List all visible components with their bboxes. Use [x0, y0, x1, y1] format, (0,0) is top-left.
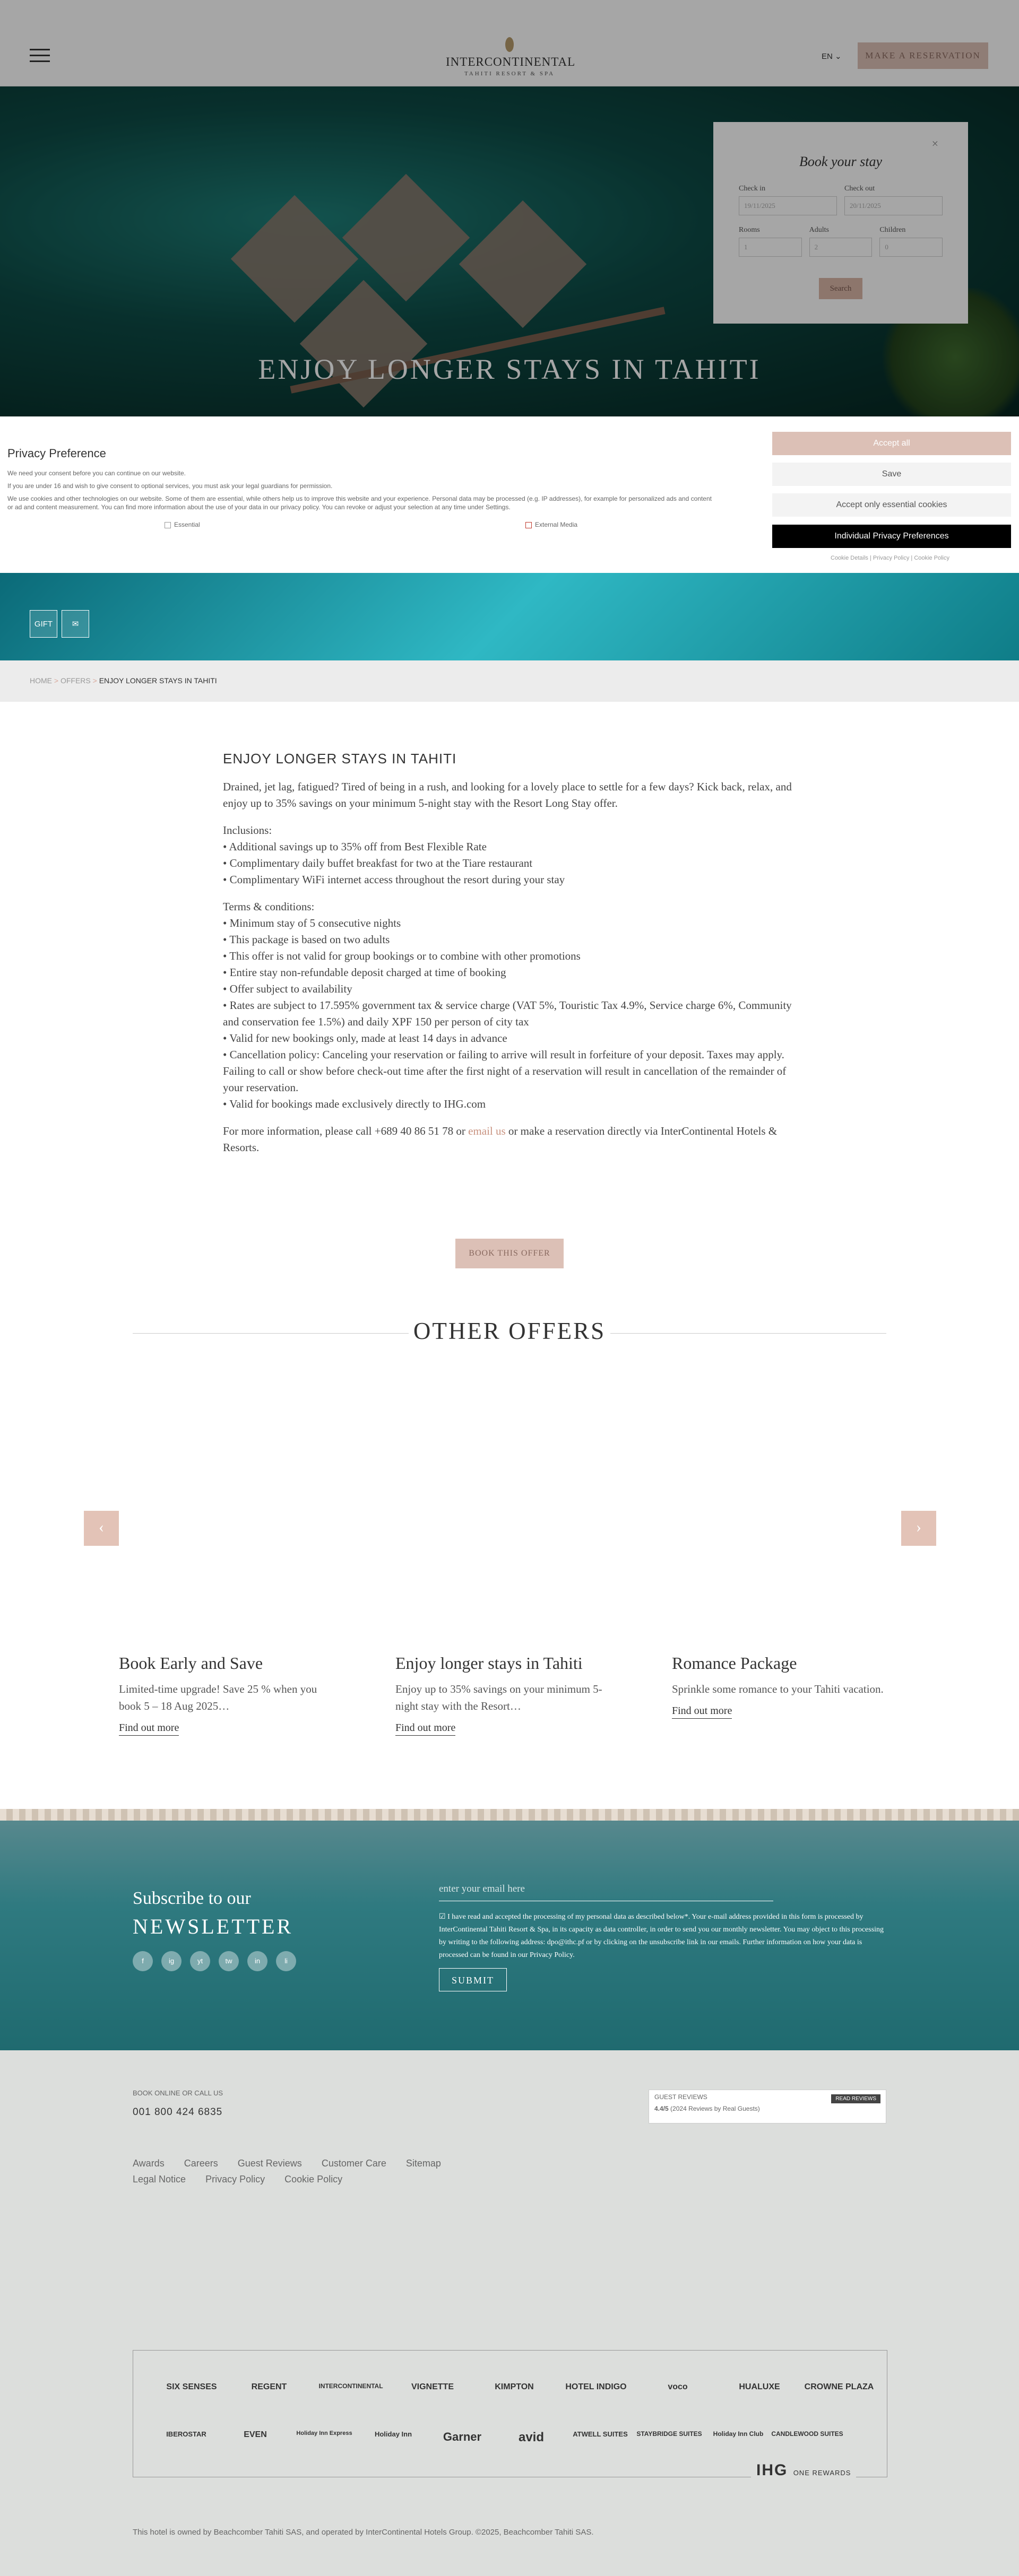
logo-mark-icon	[505, 37, 514, 52]
terms-item: • Minimum stay of 5 consecutive nights	[223, 917, 401, 929]
breadcrumb-current: ENJOY LONGER STAYS IN TAHITI	[99, 676, 217, 685]
brand-logo[interactable]: EVEN	[244, 2430, 267, 2439]
essential-checkbox[interactable]	[165, 521, 200, 528]
newsletter-submit-button[interactable]: SUBMIT	[439, 1968, 507, 1991]
inclusion-item: • Complimentary WiFi internet access throughout the resort during your stay	[223, 873, 565, 886]
brand-logo[interactable]: CROWNE PLAZA	[804, 2382, 874, 2391]
newsletter-email-input[interactable]: enter your email here	[439, 1878, 773, 1901]
rooms-value: 1	[744, 243, 748, 251]
offer-card	[672, 1653, 900, 1719]
site-footer	[0, 2050, 1019, 2576]
terms-item: • Entire stay non-refundable deposit charged at time of booking	[223, 966, 506, 979]
instagram-icon[interactable]: ig	[161, 1951, 182, 1971]
individual-preferences-button[interactable]: Individual Privacy Preferences	[772, 525, 1011, 548]
review-count: (2024 Reviews by Real Guests)	[670, 2105, 760, 2112]
language-label: EN	[822, 52, 833, 61]
footer-link-privacy[interactable]: Privacy Policy	[205, 2174, 265, 2185]
close-icon[interactable]: ×	[931, 137, 938, 150]
gift-button[interactable]	[30, 610, 57, 638]
overwater-bungalow	[459, 201, 586, 328]
footer-link-cookie[interactable]: Cookie Policy	[284, 2174, 343, 2185]
checkout-field[interactable]: 20/11/2025	[844, 196, 943, 215]
offer-card-description: Limited-time upgrade! Save 25 % when you book 5 – 18 Aug 2025…	[119, 1683, 317, 1712]
brand-logo[interactable]: REGENT	[251, 2382, 287, 2391]
review-score: 4.4/5	[654, 2105, 669, 2112]
adults-value: 2	[814, 243, 818, 251]
privacy-text-1: We need your consent before you can continue on our website.	[7, 469, 186, 477]
search-button[interactable]: Search	[819, 278, 862, 299]
email-us-link[interactable]: email us	[468, 1125, 506, 1137]
other-offers-title: OTHER OFFERS	[413, 1318, 606, 1344]
more-info-pre: For more information, please call +689 40 86 51 78 or	[223, 1125, 469, 1137]
newsletter-consent-text: I have read and accepted the processing of my personal data as described below*. Your e-mail address provided in this form is processed by InterContinental Tahiti Resort & Spa, in its capacity as data controller, in order to send you our monthly newsletter. You may object to this processing by writing to the following address: dpo@ithc.pf or by clicking on the unsubscribe link in our emails. Further information on how your data is processed can be found in our Privacy Policy.	[439, 1913, 884, 1959]
newsletter-subtitle: Subscribe to our	[133, 1889, 251, 1908]
checkout-label: Check out	[844, 185, 875, 193]
privacy-title: Privacy Preference	[7, 447, 106, 460]
book-online-label: BOOK ONLINE OR CALL US	[133, 2089, 223, 2097]
brand-logo[interactable]: SIX SENSES	[166, 2382, 217, 2391]
breadcrumb-offers[interactable]: OFFERS	[60, 676, 91, 685]
brand-logo[interactable]: VIGNETTE	[411, 2382, 454, 2391]
mail-icon[interactable]: ✉	[62, 610, 89, 638]
guest-reviews-widget[interactable]	[649, 2090, 886, 2124]
brand-logo[interactable]: Holiday Inn	[374, 2430, 412, 2438]
offer-content	[223, 751, 796, 1167]
ihg-brands	[133, 2350, 887, 2477]
breadcrumb	[0, 660, 1019, 702]
brand-logo[interactable]: ATWELL SUITES	[573, 2430, 628, 2438]
carousel-prev-button[interactable]: ‹	[84, 1511, 119, 1546]
offer-card	[395, 1653, 608, 1736]
ihg-logo-text: IHG	[756, 2461, 788, 2479]
offer-card-title[interactable]: Enjoy longer stays in Tahiti	[395, 1653, 583, 1673]
brand-logo[interactable]: Garner	[443, 2430, 482, 2443]
privacy-text-3: We use cookies and other technologies on our website. Some of them are essential, while others help us to improve this website and your experience. Personal data may be processed (e.g. IP addresses), for example for personalized ads and content or ad and content measurement. You can find more information about the use of your data in our privacy policy. You can revoke or adjust your selection at any time under Settings.	[7, 495, 712, 511]
newsletter-consent[interactable]	[439, 1911, 885, 1962]
checkbox-icon	[165, 522, 171, 528]
site-header	[0, 0, 1019, 86]
terms-item: • Cancellation policy: Canceling your reservation or failing to arrive will result in forfeiture of your deposit. Taxes may apply. Failing to call or show before check-out time after the first night of a reservation will result in cancellation of the remainder of your reservation.	[223, 1048, 787, 1094]
brand-logo[interactable]: CANDLEWOOD SUITES	[771, 2430, 843, 2438]
external-media-checkbox[interactable]	[525, 521, 577, 528]
read-reviews-button[interactable]: READ REVIEWS	[831, 2094, 880, 2103]
more-info-post: or make a reservation directly via InterContinental Hotels & Resorts.	[223, 1125, 778, 1154]
footer-links-row	[133, 2158, 458, 2169]
children-select[interactable]	[879, 238, 943, 257]
footer-link-legal[interactable]: Legal Notice	[133, 2174, 186, 2185]
brand-logo[interactable]: HUALUXE	[739, 2382, 780, 2391]
find-out-more-link[interactable]: Find out more	[119, 1722, 179, 1736]
page-title: ENJOY LONGER STAYS IN TAHITI	[223, 751, 457, 767]
adults-label: Adults	[809, 226, 830, 234]
offer-card-title[interactable]: Book Early and Save	[119, 1653, 263, 1673]
essential-label: Essential	[174, 521, 200, 528]
brand-logo[interactable]: Holiday Inn Club	[713, 2430, 764, 2438]
logo[interactable]	[446, 37, 576, 77]
footer-link-guest-reviews[interactable]: Guest Reviews	[237, 2158, 302, 2169]
facebook-icon[interactable]: f	[133, 1951, 153, 1971]
breadcrumb-separator: >	[92, 676, 97, 685]
menu-icon[interactable]	[30, 49, 50, 63]
rooms-label: Rooms	[739, 226, 760, 234]
terms-item: • Rates are subject to 17.595% government tax & service charge (VAT 5%, Touristic Tax 4.9%, Service charge 6%, Community and conservation fee 1.5%) and daily XPF 150 per person of city tax	[223, 999, 792, 1028]
offer-card-description: Sprinkle some romance to your Tahiti vacation.	[672, 1683, 884, 1695]
youtube-icon[interactable]: yt	[190, 1951, 210, 1971]
accept-essential-button[interactable]: Accept only essential cookies	[772, 493, 1011, 517]
scallop-border	[0, 1809, 1019, 1821]
ihg-one-rewards-logo[interactable]	[751, 2461, 856, 2479]
save-button[interactable]: Save	[772, 463, 1011, 486]
terms-title: Terms & conditions:	[223, 900, 315, 913]
logo-subtitle: TAHITI RESORT & SPA	[464, 71, 555, 77]
lagoon-banner	[0, 573, 1019, 660]
copyright: This hotel is owned by Beachcomber Tahiti SAS, and operated by InterContinental Hotels Group. ©2025, Beachcomber Tahiti SAS.	[133, 2528, 594, 2537]
external-media-label: External Media	[535, 521, 578, 528]
footer-link-awards[interactable]: Awards	[133, 2158, 165, 2169]
terms-item: • This package is based on two adults	[223, 933, 390, 946]
children-label: Children	[879, 226, 906, 234]
terms-item: • Valid for new bookings only, made at least 14 days in advance	[223, 1032, 507, 1045]
brand-logo[interactable]: voco	[668, 2382, 688, 2391]
hero-title: ENJOY LONGER STAYS IN TAHITI	[258, 353, 761, 385]
adults-select[interactable]	[809, 238, 873, 257]
accept-all-button[interactable]: Accept all	[772, 432, 1011, 455]
inclusion-item: • Additional savings up to 35% off from Best Flexible Rate	[223, 840, 487, 853]
checkbox-icon	[525, 522, 532, 528]
find-out-more-link[interactable]: Find out more	[672, 1705, 732, 1719]
booking-title: Book your stay	[799, 154, 882, 169]
offer-card-title[interactable]: Romance Package	[672, 1653, 797, 1673]
brand-logo[interactable]: IBEROSTAR	[166, 2430, 206, 2438]
checkin-label: Check in	[739, 185, 766, 193]
intro-text: Drained, jet lag, fatigued? Tired of being in a rush, and looking for a lovely place to settle for a few days? Kick back, relax, and enjoy up to 35% savings on your minimum 5-night stay with the Resort Long Stay offer.	[223, 780, 792, 810]
privacy-links[interactable]: Cookie Details | Privacy Policy | Cookie Policy	[831, 555, 949, 561]
terms-item: • This offer is not valid for group bookings or to combine with other promotions	[223, 950, 581, 962]
offer-card-description: Enjoy up to 35% savings on your minimum 5-night stay with the Resort…	[395, 1683, 602, 1712]
booking-widget	[713, 122, 968, 324]
linkedin-icon[interactable]: li	[276, 1951, 296, 1971]
children-value: 0	[885, 243, 888, 251]
newsletter-section	[0, 1809, 1019, 2050]
carousel-next-button[interactable]: ›	[901, 1511, 936, 1546]
offer-card	[119, 1653, 331, 1736]
brand-logo[interactable]: avid	[518, 2430, 545, 2444]
breadcrumb-separator: >	[54, 676, 59, 685]
footer-link-customer-care[interactable]: Customer Care	[321, 2158, 386, 2169]
find-out-more-link[interactable]: Find out more	[395, 1722, 455, 1736]
breadcrumb-home[interactable]: HOME	[30, 676, 52, 685]
privacy-banner	[0, 416, 1019, 573]
rooms-select[interactable]	[739, 238, 802, 257]
footer-link-sitemap[interactable]: Sitemap	[405, 2158, 441, 2169]
privacy-text-2: If you are under 16 and wish to give consent to optional services, you must ask your legal guardians for permission.	[7, 482, 333, 490]
chevron-down-icon: ⌄	[835, 52, 842, 61]
footer-links-row	[133, 2174, 359, 2185]
brand-logo[interactable]: Holiday Inn Express	[296, 2430, 352, 2436]
gift-label: GIFT	[34, 620, 53, 629]
phone-number[interactable]: 001 800 424 6835	[133, 2107, 223, 2118]
brand-logo[interactable]: INTERCONTINENTAL	[318, 2382, 383, 2390]
terms-item: • Valid for bookings made exclusively directly to IHG.com	[223, 1098, 486, 1110]
guest-reviews-title: GUEST REVIEWS	[654, 2093, 707, 2101]
brand-logo[interactable]: HOTEL INDIGO	[565, 2382, 627, 2391]
language-selector[interactable]	[822, 51, 842, 61]
checkbox-icon[interactable]: ☑	[439, 1913, 446, 1921]
checkin-field[interactable]: 19/11/2025	[739, 196, 837, 215]
instagram-icon[interactable]: in	[247, 1951, 267, 1971]
inclusion-item: • Complimentary daily buffet breakfast for two at the Tiare restaurant	[223, 857, 533, 869]
more-info-text	[223, 1123, 796, 1156]
brand-logo[interactable]: STAYBRIDGE SUITES	[636, 2430, 702, 2438]
make-reservation-button[interactable]: MAKE A RESERVATION	[858, 42, 988, 69]
footer-link-careers[interactable]: Careers	[184, 2158, 218, 2169]
inclusions-title: Inclusions:	[223, 824, 272, 837]
logo-name: INTERCONTINENTAL	[446, 55, 576, 68]
book-this-offer-button[interactable]: BOOK THIS OFFER	[455, 1239, 564, 1268]
ihg-rewards-text: ONE REWARDS	[793, 2469, 851, 2477]
newsletter-title: NEWSLETTER	[133, 1914, 293, 1938]
terms-item: • Offer subject to availability	[223, 982, 352, 995]
brand-logo[interactable]: KIMPTON	[495, 2382, 534, 2391]
twitter-icon[interactable]: tw	[219, 1951, 239, 1971]
